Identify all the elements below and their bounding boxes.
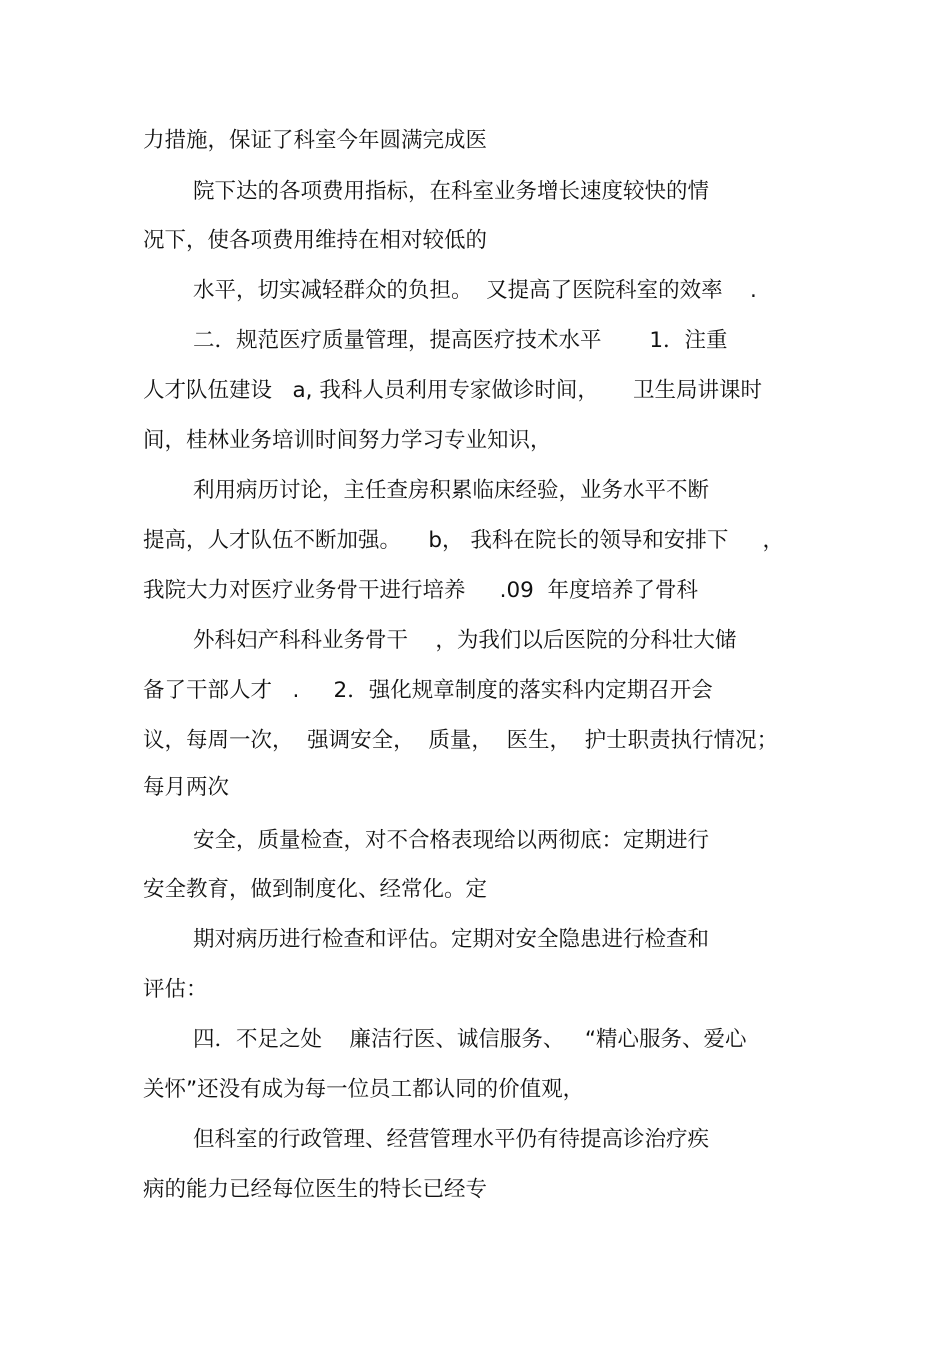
text-line-3: 况下，使各项费用维持在相对较低的 <box>143 228 488 253</box>
text-line-10: 我院大力对医疗业务骨干进行培养 .09 年度培养了骨科 <box>143 578 699 603</box>
text-line-17: 期对病历进行检查和评估。定期对安全隐患进行检查和 <box>193 927 710 952</box>
text-line-5: 二．规范医疗质量管理，提高医疗技术水平 1．注重 <box>193 328 728 353</box>
text-line-11: 外科妇产科科业务骨干 ，为我们以后医院的分科壮大储 <box>193 628 737 653</box>
text-line-8: 利用病历讨论，主任查房积累临床经验，业务水平不断 <box>193 478 710 503</box>
text-line-19: 四．不足之处 廉洁行医、诚信服务、 “精心服务、爱心 <box>193 1027 747 1052</box>
text-line-2: 院下达的各项费用指标，在科室业务增长速度较快的情 <box>193 179 710 204</box>
text-line-22: 病的能力已经每位医生的特长已经专 <box>143 1177 488 1202</box>
text-line-6: 人才队伍建设 a, 我科人员利用专家做诊时间， 卫生局讲课时 <box>143 378 763 403</box>
text-line-12: 备了干部人才 . 2．强化规章制度的落实科内定期召开会 <box>143 678 713 703</box>
text-line-14: 每月两次 <box>143 775 230 800</box>
text-line-15: 安全，质量检查，对不合格表现给以两彻底：定期进行 <box>193 828 710 853</box>
text-line-7: 间，桂林业务培训时间努力学习专业知识， <box>143 428 552 453</box>
text-line-1: 力措施，保证了科室今年圆满完成医 <box>143 128 488 153</box>
text-line-16: 安全教育，做到制度化、经常化。定 <box>143 877 488 902</box>
text-line-18: 评估： <box>143 977 208 1002</box>
text-line-20: 关怀”还没有成为每一位员工都认同的价值观， <box>143 1077 585 1102</box>
text-line-4: 水平，切实减轻群众的负担。 又提高了医院科室的效率 . <box>193 278 757 303</box>
text-line-13: 议，每周一次， 强调安全， 质量， 医生， 护士职责执行情况； <box>143 728 779 753</box>
text-line-9: 提高，人才队伍不断加强。 b， 我科在院长的领导和安排下 ， <box>143 528 784 553</box>
text-line-21: 但科室的行政管理、经营管理水平仍有待提高诊治疗疾 <box>193 1127 710 1152</box>
